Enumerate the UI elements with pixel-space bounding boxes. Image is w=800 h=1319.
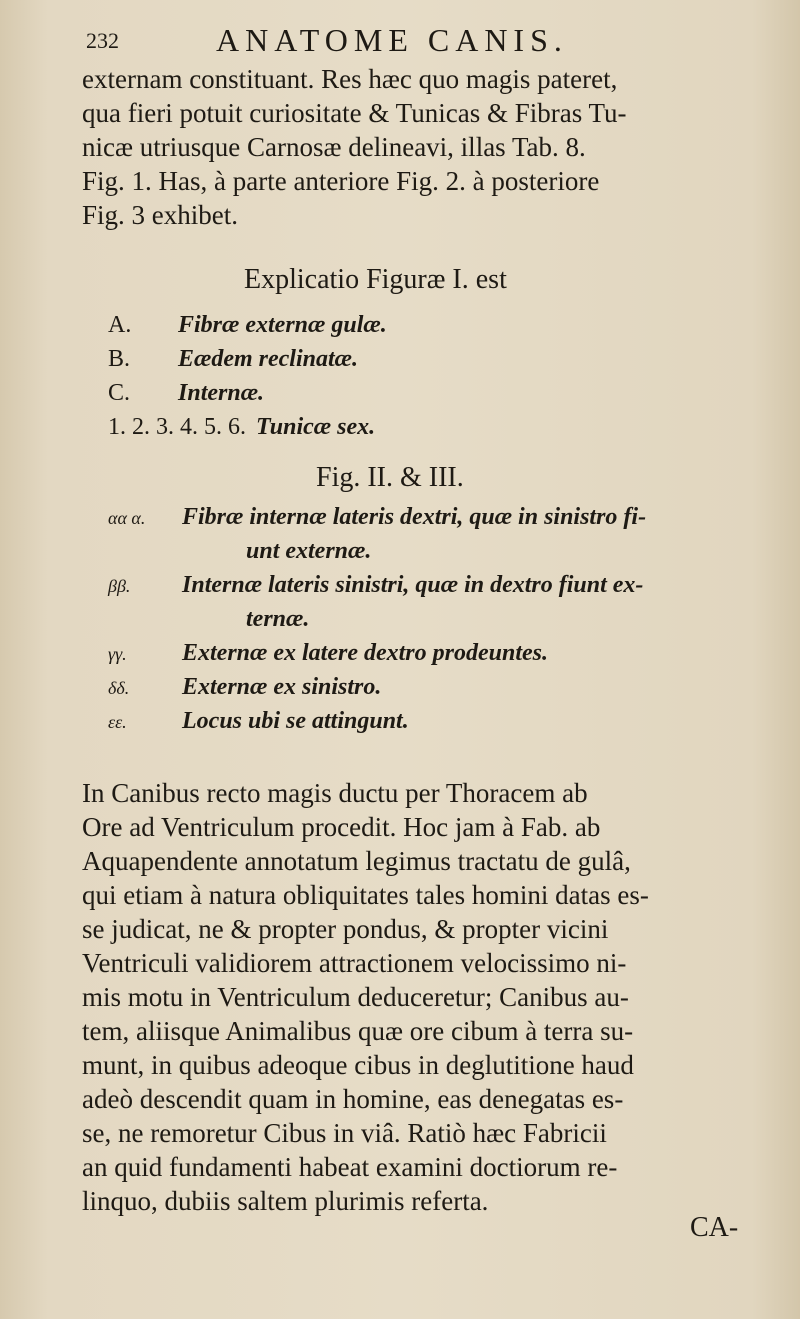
- legend-text: ternæ.: [246, 606, 310, 632]
- legend-key: ββ.: [108, 576, 131, 596]
- legend-key: εε.: [108, 712, 127, 732]
- page-header: [86, 22, 686, 62]
- legend-item: [108, 500, 768, 534]
- legend-key: γγ.: [108, 644, 127, 664]
- text-line: adeò descendit quam in homine, eas denegatas es-: [82, 1084, 624, 1114]
- page-number: 232: [86, 28, 119, 53]
- legend-text: Eædem reclinatæ.: [178, 346, 358, 372]
- text-line: qua fieri potuit curiositate & Tunicas & Fibras Tu-: [82, 98, 627, 128]
- legend-text: unt externæ.: [246, 538, 372, 564]
- legend-item: [108, 376, 768, 410]
- legend-text: Externæ ex latere dextro prodeuntes.: [182, 640, 548, 666]
- legend-key: αα α.: [108, 508, 146, 528]
- legend-item: [108, 410, 768, 444]
- legend-item: [108, 636, 768, 670]
- legend-text: Fibræ externæ gulæ.: [178, 312, 387, 338]
- running-title: ANATOME CANIS.: [216, 22, 568, 58]
- text-line: Ventriculi validiorem attractionem velocissimo ni-: [82, 948, 627, 978]
- legend-item-continued: [108, 534, 768, 568]
- text-line: Aquapendente annotatum legimus tractatu de gulâ,: [82, 846, 631, 876]
- text-line: In Canibus recto magis ductu per Thoracem ab: [82, 778, 588, 808]
- paragraph-1: [82, 62, 772, 232]
- legend-item: [108, 342, 768, 376]
- text-line: qui etiam à natura obliquitates tales homini datas es-: [82, 880, 649, 910]
- legend-key: A.: [108, 312, 132, 338]
- legend-key: 1. 2. 3. 4. 5. 6.: [108, 414, 246, 440]
- text-line: Fig. 1. Has, à parte anteriore Fig. 2. à posteriore: [82, 166, 600, 196]
- legend-key: B.: [108, 346, 131, 372]
- legend-text: Externæ ex sinistro.: [182, 674, 382, 700]
- legend-figure-2-3: [108, 500, 768, 738]
- legend-text: Fibræ internæ lateris dextri, quæ in sinistro fi-: [182, 504, 647, 530]
- legend-text: Internæ lateris sinistri, quæ in dextro fiunt ex-: [182, 572, 644, 598]
- legend-item: [108, 308, 768, 342]
- legend-key: C.: [108, 380, 131, 406]
- text-line: nicæ utriusque Carnosæ delineavi, illas Tab. 8.: [82, 132, 586, 162]
- legend-text: Locus ubi se attingunt.: [182, 708, 409, 734]
- legend-text: Internæ.: [178, 380, 265, 406]
- legend-figure-1: [108, 308, 768, 444]
- text-line: an quid fundamenti habeat examini doctiorum re-: [82, 1152, 618, 1182]
- text-line: Fig. 3 exhibet.: [82, 200, 238, 230]
- legend-text: Tunicæ sex.: [256, 414, 376, 440]
- legend-item: [108, 704, 768, 738]
- figure-caption-2: Fig. II. & III.: [316, 462, 464, 493]
- catchword: CA-: [690, 1212, 739, 1243]
- legend-item-continued: [108, 602, 768, 636]
- legend-item: [108, 670, 768, 704]
- figure-caption-1: Explicatio Figuræ I. est: [244, 264, 507, 295]
- text-line: se judicat, ne & propter pondus, & propter vicini: [82, 914, 609, 944]
- legend-item: [108, 568, 768, 602]
- paragraph-2: [82, 776, 772, 1218]
- text-line: mis motu in Ventriculum deduceretur; Canibus au-: [82, 982, 629, 1012]
- text-line: se, ne remoretur Cibus in viâ. Ratiò hæc Fabricii: [82, 1118, 607, 1148]
- text-line: linquo, dubiis saltem plurimis referta.: [82, 1186, 489, 1216]
- text-line: Ore ad Ventriculum procedit. Hoc jam à Fab. ab: [82, 812, 601, 842]
- text-line: tem, aliisque Animalibus quæ ore cibum à terra su-: [82, 1016, 634, 1046]
- legend-key: δδ.: [108, 678, 130, 698]
- text-line: externam constituant. Res hæc quo magis pateret,: [82, 64, 618, 94]
- text-line: munt, in quibus adeoque cibus in deglutitione haud: [82, 1050, 634, 1080]
